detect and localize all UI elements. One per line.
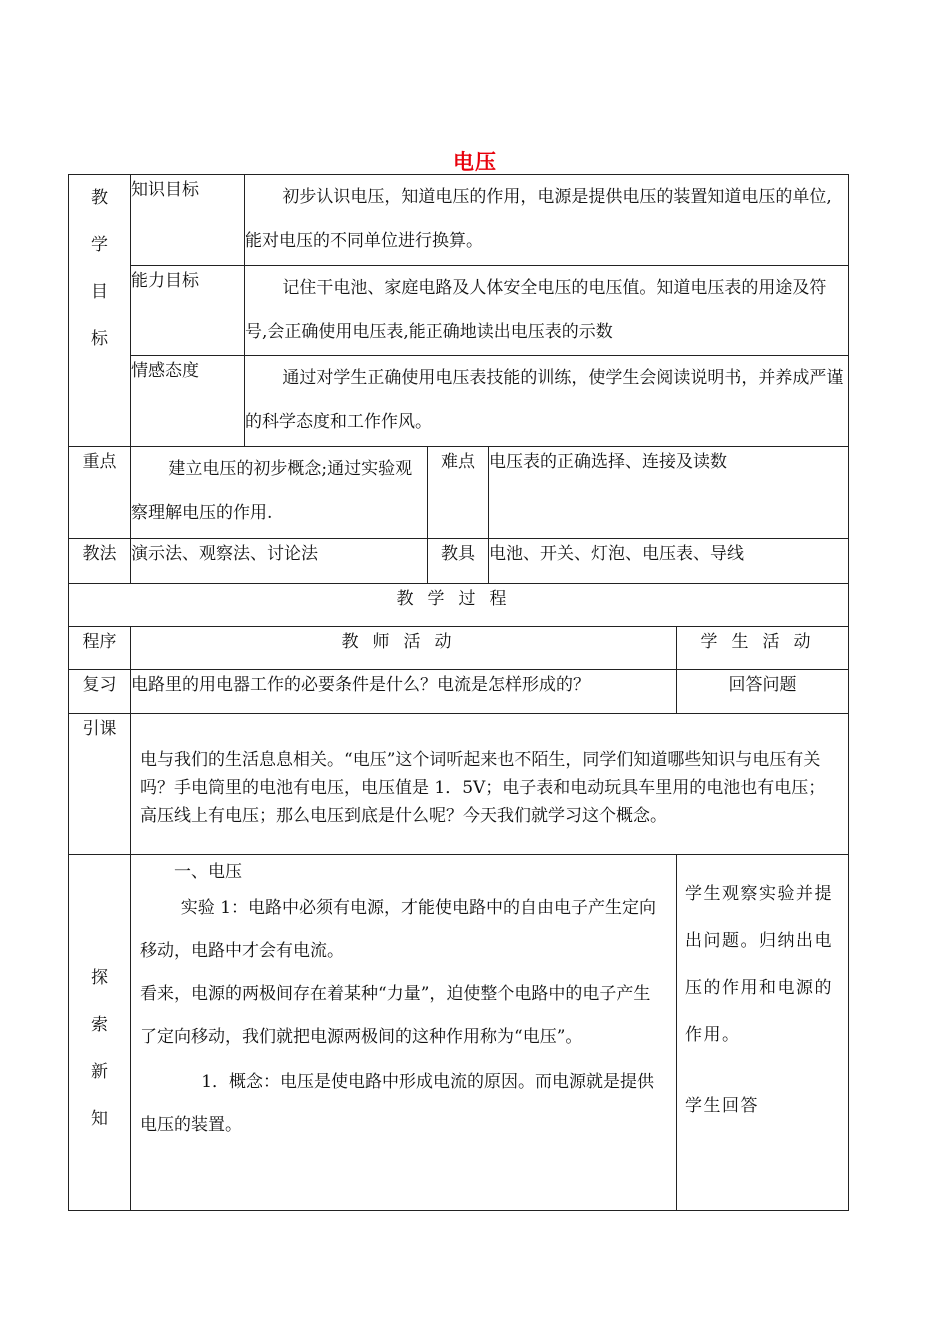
objective-row	[69, 175, 849, 266]
tools-label: 教具	[428, 539, 489, 584]
objective-label: 知识目标	[131, 175, 245, 266]
objectives-side-label	[69, 175, 131, 447]
intro-text: 电与我们的生活息息相关。“电压”这个词听起来也不陌生，同学们知道哪些知识与电压有关吗？手电筒里的电池有电压，电压值是 1．5V；电子表和电动玩具车里用的电池也有电压；高压线上有电压；那么电压到底是什么呢？今天我们就学习这个概念。	[131, 714, 849, 855]
objective-text: 初步认识电压，知道电压的作用，电源是提供电压的装置知道电压的单位,能对电压的不同单位进行换算。	[245, 175, 849, 266]
difficulty-text: 电压表的正确选择、连接及读数	[489, 447, 849, 539]
methods-row	[69, 539, 849, 584]
program-column-header: 程序	[69, 627, 131, 670]
student-activity-text: 学生观察实验并提出问题。归纳出电压的作用和电源的作用。	[685, 884, 833, 1045]
explore-student-content	[677, 855, 849, 1211]
process-heading-row	[69, 584, 849, 627]
section-heading: 一、电压	[174, 862, 242, 882]
side-char: 知	[91, 1109, 108, 1129]
process-heading: 教学过程	[69, 584, 849, 627]
review-student-text: 回答问题	[677, 670, 849, 714]
experiment-text: 实验 1：电路中必须有电源，才能使电路中的自由电子产生定向移动，电路中才会有电流。	[140, 898, 657, 961]
methods-label: 教法	[69, 539, 131, 584]
review-row	[69, 670, 849, 714]
objective-row	[69, 356, 849, 447]
objective-row	[69, 266, 849, 356]
key-points-row	[69, 447, 849, 539]
side-char: 标	[91, 329, 108, 349]
key-points-text: 建立电压的初步概念;通过实验观察理解电压的作用.	[131, 447, 428, 539]
concept-text: 1．概念：电压是使电路中形成电流的原因。而电源就是提供电压的装置。	[140, 1072, 655, 1135]
side-char: 索	[91, 1015, 108, 1035]
side-char: 探	[91, 968, 108, 988]
side-char: 新	[91, 1062, 108, 1082]
difficulty-label: 难点	[428, 447, 489, 539]
review-label: 复习	[69, 670, 131, 714]
explore-side-label	[69, 855, 131, 1211]
student-column-header: 学生活动	[677, 627, 849, 670]
key-points-label: 重点	[69, 447, 131, 539]
methods-text: 演示法、观察法、讨论法	[131, 539, 428, 584]
side-char: 目	[91, 282, 108, 302]
intro-row	[69, 714, 849, 855]
lesson-plan-table	[68, 174, 849, 1211]
objective-text: 通过对学生正确使用电压表技能的训练，使学生会阅读说明书，并养成严谨的科学态度和工作作风。	[245, 356, 849, 447]
review-teacher-text: 电路里的用电器工作的必要条件是什么？电流是怎样形成的？	[131, 670, 677, 714]
explore-teacher-content	[131, 855, 677, 1211]
process-header-row	[69, 627, 849, 670]
side-char: 教	[91, 188, 108, 208]
objective-text: 记住干电池、家庭电路及人体安全电压的电压值。知道电压表的用途及符号,会正确使用电压表,能正确地读出电压表的示数	[245, 266, 849, 356]
tools-text: 电池、开关、灯泡、电压表、导线	[489, 539, 849, 584]
teacher-column-header: 教师活动	[131, 627, 677, 670]
intro-label: 引课	[69, 714, 131, 855]
objective-label: 能力目标	[131, 266, 245, 356]
side-char: 学	[91, 235, 108, 255]
student-answer-text: 学生回答	[685, 1096, 759, 1116]
explanation-text: 看来，电源的两极间存在着某种“力量”，迫使整个电路中的电子产生了定向移动，我们就把电源两极间的这种作用称为“电压”。	[140, 984, 651, 1047]
document-title: 电压	[453, 150, 497, 174]
objective-label: 情感态度	[131, 356, 245, 447]
explore-row	[69, 855, 849, 1211]
